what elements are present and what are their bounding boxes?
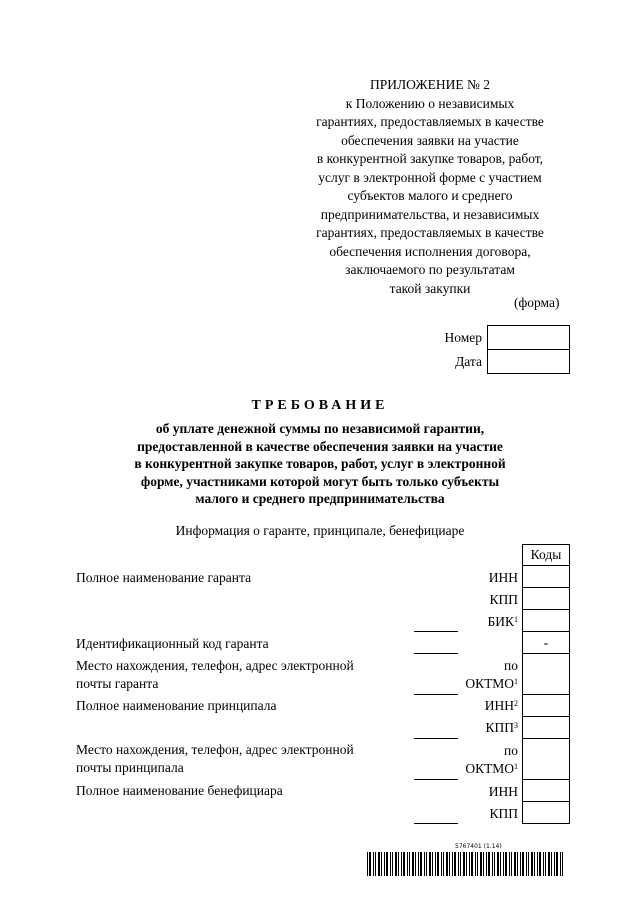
barcode-bar <box>509 852 510 876</box>
guarantor-inn-field[interactable] <box>522 565 570 588</box>
barcode-bar <box>418 852 419 876</box>
barcode <box>367 852 563 876</box>
barcode-bar <box>545 852 546 876</box>
barcode-bar <box>454 852 456 876</box>
bik-label: БИК$^1$ <box>487 614 518 629</box>
barcode-bar <box>446 852 448 876</box>
barcode-bar <box>441 852 442 876</box>
appendix-line: в конкурентной закупке товаров, работ, <box>316 151 544 166</box>
barcode-bar <box>401 852 402 876</box>
barcode-bar <box>449 852 450 876</box>
principal-po-label: по <box>504 743 518 758</box>
divider <box>414 653 458 654</box>
document-subtitle <box>60 420 580 508</box>
kpp-label: КПП <box>489 592 518 607</box>
barcode-bar <box>492 852 493 876</box>
principal-oktmo-label: ОКТМО$^1$ <box>465 761 518 776</box>
po-label: по <box>504 658 518 673</box>
barcode-bar <box>469 852 470 876</box>
barcode-bar <box>503 852 504 876</box>
appendix-line: к Положению о независимых <box>345 95 515 111</box>
barcode-bar <box>367 852 368 876</box>
barcode-bar <box>562 852 563 876</box>
number-field[interactable] <box>487 325 570 350</box>
inn-label: ИНН <box>488 570 518 585</box>
divider <box>414 779 458 780</box>
barcode-bar <box>477 852 478 876</box>
divider <box>414 694 458 695</box>
barcode-bar <box>488 852 490 876</box>
barcode-bar <box>483 852 484 876</box>
barcode-bar <box>432 852 433 876</box>
barcode-bar <box>551 852 552 876</box>
barcode-bar <box>505 852 507 876</box>
barcode-bar <box>514 852 516 876</box>
principal-kpp-field[interactable] <box>522 716 570 739</box>
barcode-bar <box>398 852 399 876</box>
barcode-bar <box>426 852 427 876</box>
barcode-bar <box>520 852 521 876</box>
barcode-bar <box>395 852 397 876</box>
barcode-bar <box>386 852 388 876</box>
barcode-bar <box>443 852 444 876</box>
barcode-bar <box>412 852 414 876</box>
codes-header: Коды <box>522 544 570 566</box>
appendix-line: обеспечения исполнения договора, <box>329 243 531 259</box>
barcode-bar <box>381 852 382 876</box>
barcode-bar <box>543 852 544 876</box>
barcode-bar <box>471 852 473 876</box>
divider <box>414 738 458 739</box>
appendix-line: субъектов малого и среднего <box>347 188 513 203</box>
barcode-bar <box>407 852 408 876</box>
barcode-bar <box>463 852 465 876</box>
form-label: (форма) <box>514 295 560 310</box>
barcode-bar <box>497 852 499 876</box>
guarantor-bik-field[interactable] <box>522 609 570 632</box>
guarantor-name-label: Полное наименование гаранта <box>76 570 252 585</box>
appendix-line: ПРИЛОЖЕНИЕ № 2 <box>369 77 491 92</box>
barcode-bar <box>390 852 391 876</box>
subtitle-line: форме, участниками которой могут быть только субъекты <box>140 473 500 489</box>
principal-name-label: Полное наименование принципала <box>76 698 277 713</box>
document-title: ТРЕБОВАНИЕ <box>251 398 389 413</box>
barcode-bar <box>458 852 459 876</box>
barcode-bar <box>460 852 461 876</box>
date-label: Дата <box>455 354 482 369</box>
date-field[interactable] <box>487 349 570 374</box>
barcode-bar <box>392 852 393 876</box>
appendix-line: услуг в электронной форме с участием <box>318 169 542 185</box>
barcode-bar <box>500 852 501 876</box>
barcode-bar <box>539 852 541 876</box>
principal-oktmo-field[interactable] <box>522 738 570 780</box>
barcode-bar <box>435 852 436 876</box>
barcode-bar <box>522 852 524 876</box>
barcode-bar <box>429 852 431 876</box>
barcode-bar <box>526 852 527 876</box>
subtitle-line: в конкурентной закупке товаров, работ, услуг в электронной <box>134 456 506 471</box>
barcode-bar <box>466 852 467 876</box>
barcode-bar <box>452 852 453 876</box>
barcode-number: 5767401 (1.14) <box>455 843 502 850</box>
barcode-bar <box>537 852 538 876</box>
barcode-bar <box>373 852 374 876</box>
beneficiary-kpp-field[interactable] <box>522 801 570 824</box>
beneficiary-inn-label: ИНН <box>488 784 518 799</box>
barcode-bar <box>420 852 422 876</box>
appendix-line: заключаемого по результатам <box>345 262 515 277</box>
beneficiary-name-label: Полное наименование бенефициара <box>76 783 283 798</box>
barcode-bar <box>560 852 561 876</box>
barcode-bar <box>511 852 512 876</box>
barcode-bar <box>403 852 405 876</box>
oktmo-label: ОКТМО$^1$ <box>465 676 518 691</box>
barcode-bar <box>534 852 535 876</box>
barcode-bar <box>415 852 416 876</box>
subtitle-line: предоставленной в качестве обеспечения заявки на участие <box>137 438 503 454</box>
subtitle-line: об уплате денежной суммы по независимой гарантии, <box>155 421 485 436</box>
divider <box>414 631 458 632</box>
beneficiary-kpp-label: КПП <box>489 806 518 821</box>
guarantor-id-label: Идентификационный код гаранта <box>76 636 269 651</box>
barcode-bar <box>556 852 558 876</box>
divider <box>414 823 458 824</box>
barcode-bar <box>548 852 550 876</box>
barcode-bar <box>494 852 495 876</box>
barcode-bar <box>384 852 385 876</box>
subtitle-line: малого и среднего предпринимательства <box>195 491 445 506</box>
principal-inn-field[interactable] <box>522 694 570 717</box>
barcode-bar <box>378 852 380 876</box>
guarantor-id-field[interactable]: - <box>522 631 570 654</box>
principal-address-label: Место нахождения, телефон, адрес электронной почты принципала <box>76 742 354 775</box>
appendix-line: такой закупки <box>389 280 471 296</box>
barcode-bar <box>424 852 425 876</box>
barcode-bar <box>517 852 518 876</box>
appendix-line: гарантиях, предоставляемых в качестве <box>316 225 544 240</box>
principal-kpp-label: КПП$^3$ <box>485 720 518 735</box>
appendix-header <box>280 76 580 298</box>
barcode-bar <box>437 852 439 876</box>
barcode-bar <box>554 852 555 876</box>
info-heading: Информация о гаранте, принципале, бенефициаре <box>175 523 465 538</box>
guarantor-address-label: Место нахождения, телефон, адрес электронной почты гаранта <box>76 658 354 691</box>
barcode-bar <box>409 852 410 876</box>
barcode-bar <box>480 852 482 876</box>
beneficiary-inn-field[interactable] <box>522 779 570 802</box>
barcode-bar <box>475 852 476 876</box>
appendix-line: обеспечения заявки на участие <box>341 132 519 148</box>
principal-inn-label: ИНН$^2$ <box>484 698 518 713</box>
appendix-line: гарантиях, предоставляемых в качестве <box>316 114 544 129</box>
barcode-bar <box>486 852 487 876</box>
barcode-bar <box>369 852 371 876</box>
guarantor-oktmo-field[interactable] <box>522 653 570 695</box>
barcode-bar <box>528 852 529 876</box>
guarantor-kpp-field[interactable] <box>522 587 570 610</box>
barcode-bar <box>375 852 376 876</box>
number-label: Номер <box>444 330 482 345</box>
appendix-line: предпринимательства, и независимых <box>320 206 540 222</box>
barcode-bar <box>531 852 533 876</box>
